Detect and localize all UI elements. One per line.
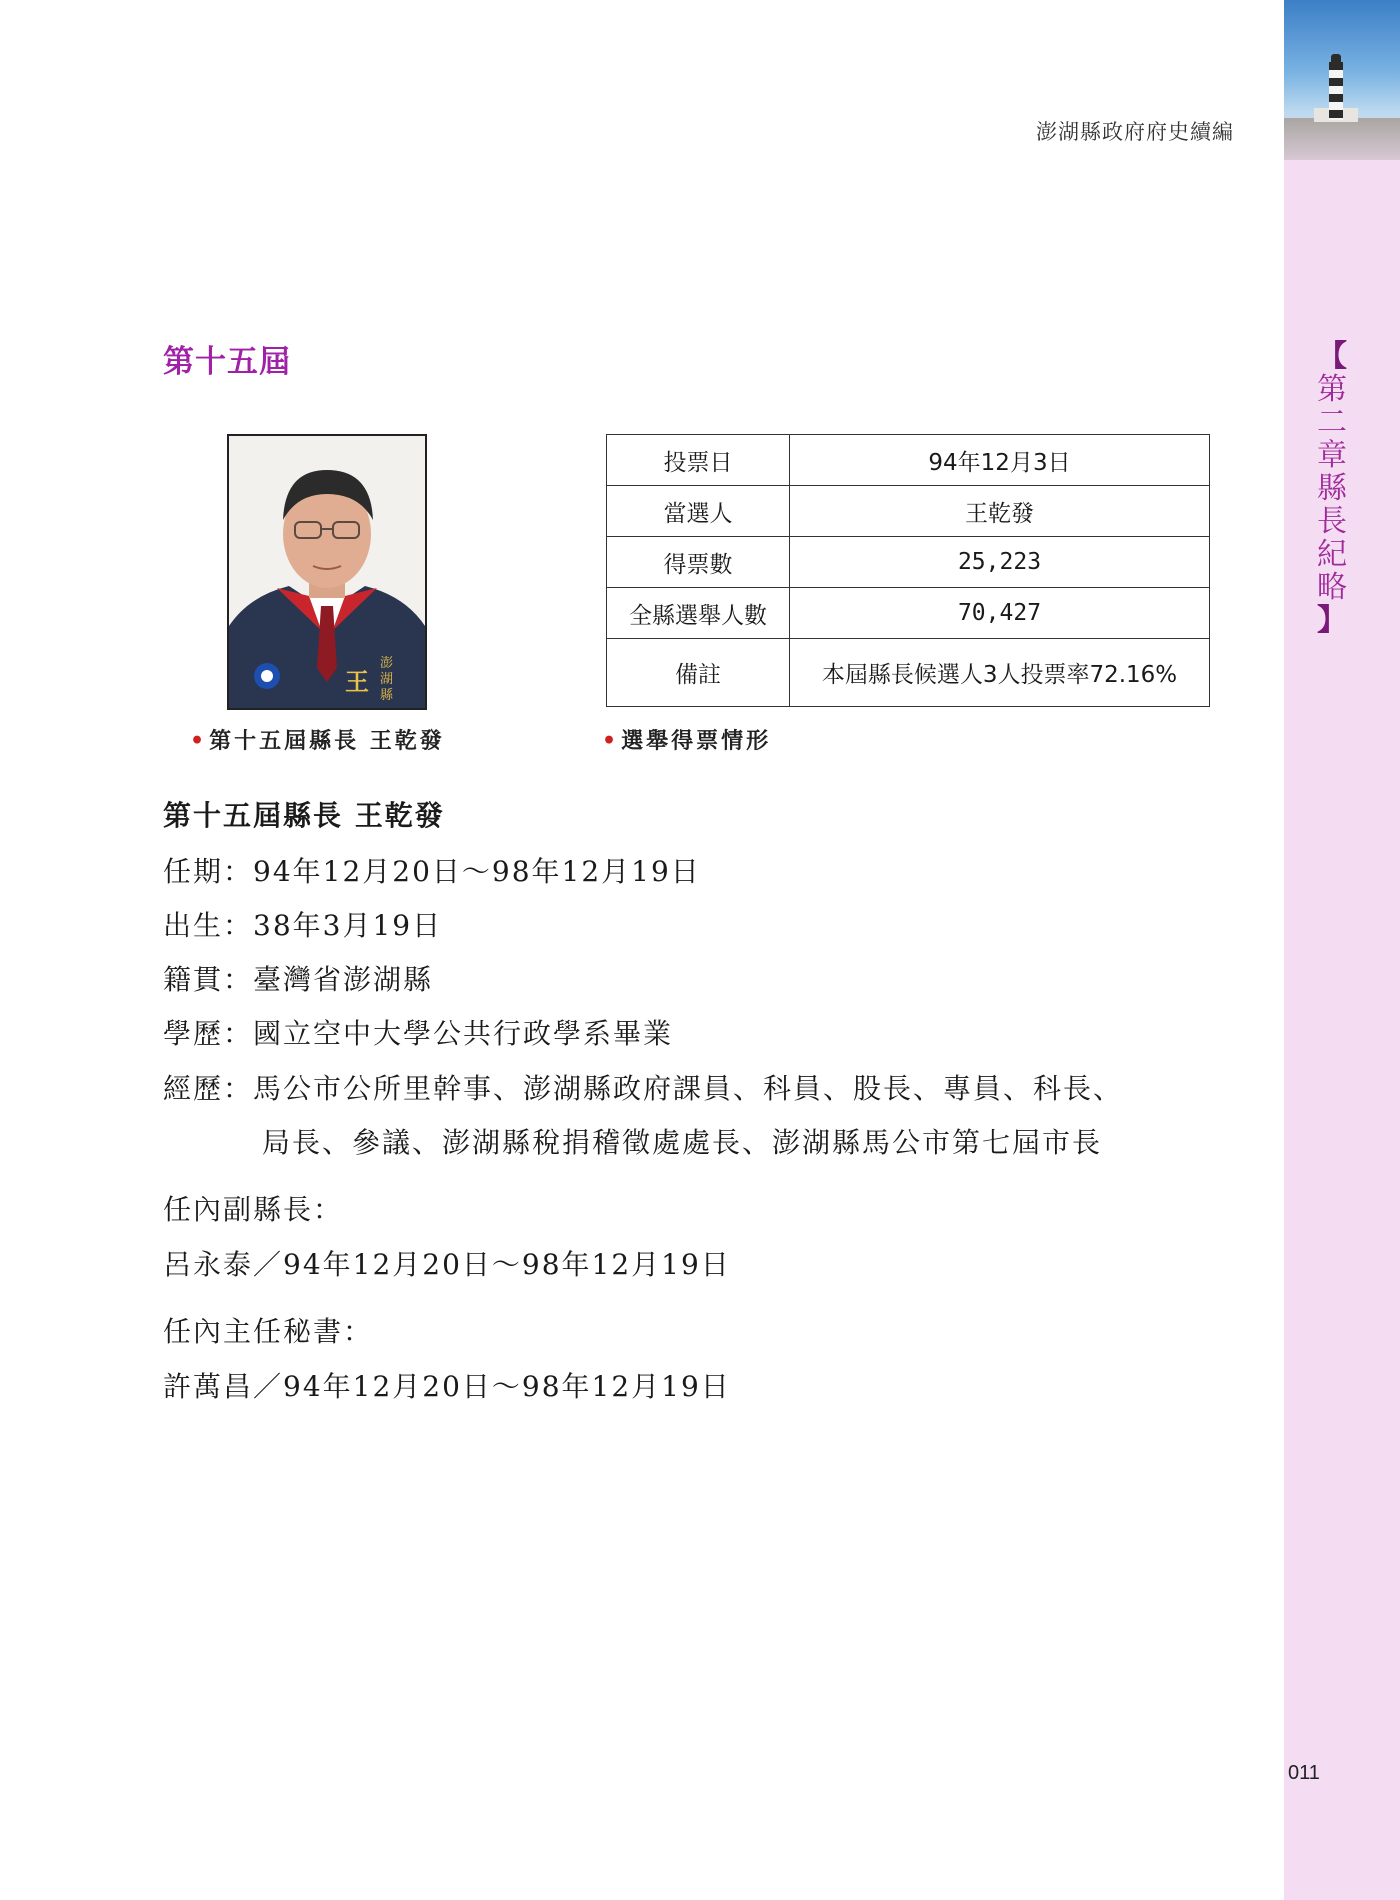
chapter-bracket-open: 【 (1317, 339, 1347, 374)
portrait-image (229, 436, 425, 708)
table-label-cell: 當選人 (607, 486, 790, 537)
table-caption-text: 選舉得票情形 (621, 728, 772, 754)
chapter-char: 紀 (1317, 537, 1347, 572)
table-value-cell: 94年12月3日 (790, 435, 1210, 486)
table-value-cell: 本屆縣長候選人3人投票率72.16% (790, 639, 1210, 707)
table-row (607, 639, 1210, 707)
chapter-char: 章 (1317, 438, 1347, 473)
table-row (607, 486, 1210, 537)
chapter-tab (1307, 340, 1357, 637)
table-label-cell: 得票數 (607, 537, 790, 588)
jacket-org-char: 澎 (380, 656, 394, 671)
bio-experience: 經歷：馬公市公所里幹事、澎湖縣政府課員、科員、股長、專員、科長、 (163, 1072, 1124, 1105)
bio-term: 任期：94年12月20日～98年12月19日 (163, 855, 701, 888)
lighthouse-lantern (1331, 54, 1341, 63)
portrait-photo (227, 434, 427, 710)
jacket-name-char: 王 (345, 667, 369, 696)
portrait-caption (190, 724, 445, 755)
chapter-char: 第 (1317, 372, 1347, 407)
table-value-cell: 25,223 (790, 537, 1210, 588)
table-row (607, 435, 1210, 486)
lighthouse-tower (1329, 62, 1343, 120)
bio-birth: 出生：38年3月19日 (163, 909, 443, 942)
jacket-org-char: 湖 (380, 672, 394, 687)
running-header: 澎湖縣政府府史續編 (1036, 120, 1234, 144)
lighthouse-ground (1284, 118, 1400, 160)
table-row (607, 588, 1210, 639)
secretary-heading: 任內主任秘書： (163, 1315, 374, 1348)
table-value-cell: 70,427 (790, 588, 1210, 639)
lighthouse-photo (1284, 0, 1400, 160)
table-caption (602, 724, 771, 755)
election-results-table (606, 434, 1210, 707)
page-number: 011 (1288, 1762, 1320, 1784)
chapter-char: 長 (1317, 504, 1347, 539)
jacket-org-char: 縣 (380, 688, 394, 703)
portrait-caption-text: 第十五屆縣長 王乾發 (209, 728, 445, 754)
deputy-heading: 任內副縣長： (163, 1193, 344, 1226)
bio-education: 學歷：國立空中大學公共行政學系畢業 (163, 1017, 674, 1050)
table-label-cell: 投票日 (607, 435, 790, 486)
bullet-icon: • (190, 728, 208, 754)
table-value-cell: 王乾發 (790, 486, 1210, 537)
table-label-cell: 全縣選舉人數 (607, 588, 790, 639)
table-row (607, 537, 1210, 588)
secretary-entry: 許萬昌／94年12月20日～98年12月19日 (163, 1370, 731, 1403)
bio-heading: 第十五屆縣長 王乾發 (163, 799, 445, 832)
bio-origin: 籍貫：臺灣省澎湖縣 (163, 963, 434, 996)
chapter-char: 縣 (1317, 471, 1347, 506)
chapter-char: 二 (1317, 405, 1347, 440)
bio-experience-continued: 局長、參議、澎湖縣稅捐稽徵處處長、澎湖縣馬公市第七屆市長 (262, 1126, 1103, 1159)
chapter-bracket-close: 】 (1317, 603, 1347, 638)
side-strip (1284, 0, 1400, 1900)
bullet-icon: • (602, 728, 620, 754)
section-title: 第十五屆 (163, 344, 291, 380)
deputy-entry: 呂永泰／94年12月20日～98年12月19日 (163, 1248, 731, 1281)
chapter-char: 略 (1317, 570, 1347, 605)
table-label-cell: 備註 (607, 639, 790, 707)
